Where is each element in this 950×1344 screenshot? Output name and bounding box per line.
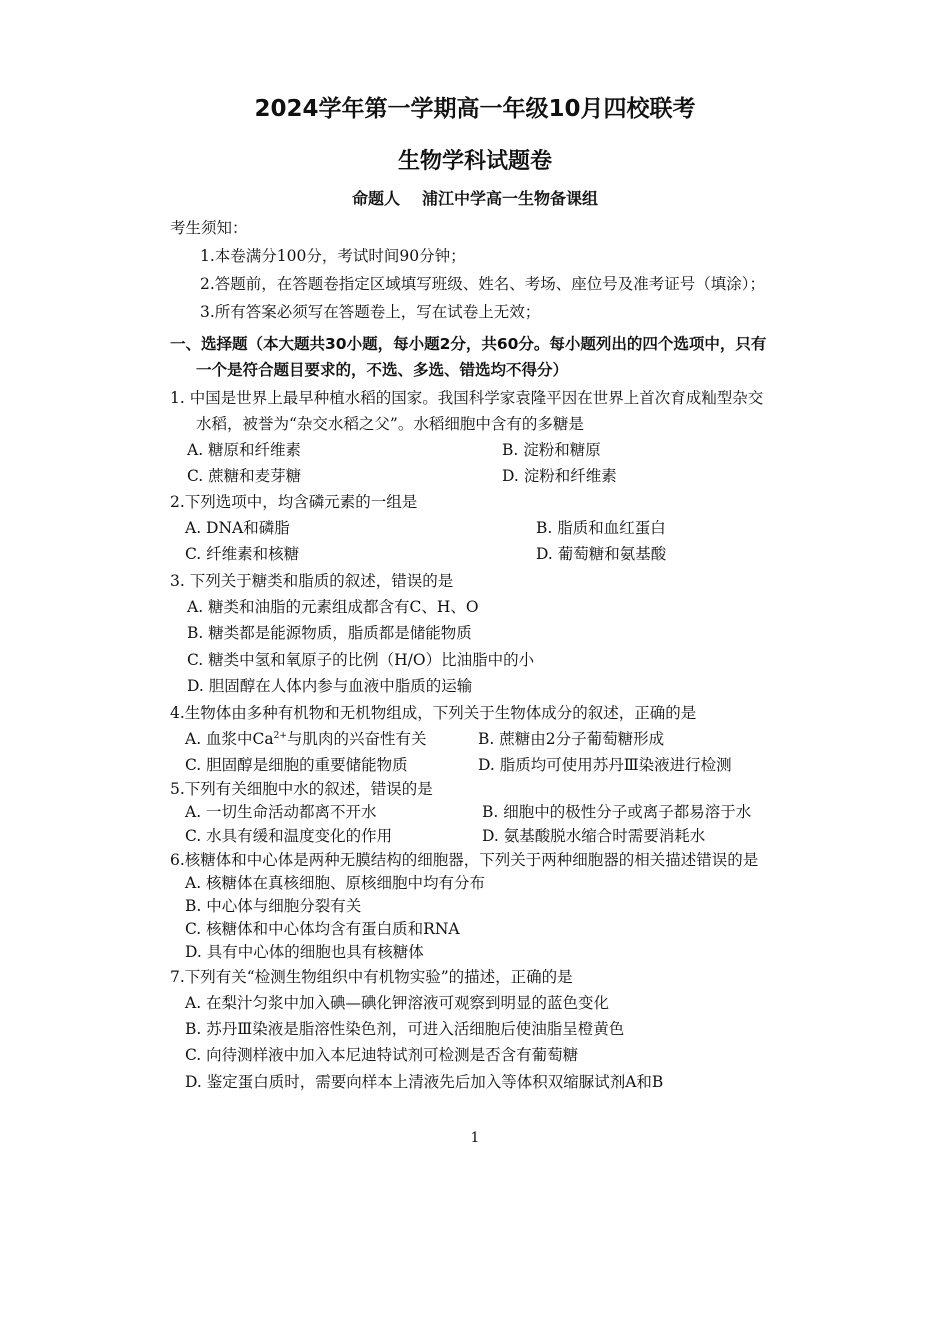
question-5-option-d: D. 氨基酸脱水缩合时需要消耗水: [482, 827, 706, 845]
question-2-option-c: C. 纤维素和核糖: [185, 545, 300, 563]
question-5-option-a: A. 一切生命活动都离不开水: [185, 803, 377, 821]
question-4-stem: 4.生物体由多种有机物和无机物组成，下列关于生物体成分的叙述，正确的是: [170, 704, 697, 722]
page-number: 1: [470, 1130, 480, 1146]
question-4-option-a: A. 血浆中$Ca^{2+}$与肌肉的兴奋性有关: [185, 730, 427, 748]
question-2-option-a: A. DNA和磷脂: [185, 519, 290, 537]
question-1-stem-cont: 水稻，被誉为“杂交水稻之父”。水稻细胞中含有的多糖是: [196, 415, 584, 433]
question-6-option-d: D. 具有中心体的细胞也具有核糖体: [185, 943, 424, 961]
question-1-option-b: B. 淀粉和糖原: [502, 441, 601, 459]
question-7-option-b: B. 苏丹Ⅲ染液是脂溶性染色剂，可进入活细胞后使油脂呈橙黄色: [185, 1020, 625, 1038]
section-heading: 一、选择题（本大题共30小题，每小题2分，共60分。每小题列出的四个选项中，只有: [170, 335, 767, 353]
question-5-option-b: B. 细胞中的极性分子或离子都易溶于水: [482, 803, 752, 821]
question-6-option-a: A. 核糖体在真核细胞、原核细胞中均有分布: [185, 874, 486, 892]
exam-title: 2024学年第一学期高一年级10月四校联考: [254, 96, 696, 122]
question-4-option-c: C. 胆固醇是细胞的重要储能物质: [185, 756, 408, 774]
question-7-option-c: C. 向待测样液中加入本尼迪特试剂可检测是否含有葡萄糖: [185, 1046, 579, 1064]
question-7-option-a: A. 在梨汁匀浆中加入碘—碘化钾溶液可观察到明显的蓝色变化: [185, 994, 610, 1012]
question-1-option-c: C. 蔗糖和麦芽糖: [187, 467, 302, 485]
notice-item: 3.所有答案必须写在答题卷上，写在试卷上无效；: [200, 303, 541, 321]
exam-subtitle: 生物学科试题卷: [397, 149, 552, 174]
question-1-option-a: A. 糖原和纤维素: [187, 441, 302, 459]
question-4-option-b: B. 蔗糖由2分子葡萄糖形成: [478, 730, 665, 748]
question-5-stem: 5.下列有关细胞中水的叙述，错误的是: [170, 780, 433, 798]
author-name: 浦江中学高一生物备课组: [422, 189, 599, 208]
question-7-stem: 7.下列有关“检测生物组织中有机物实验”的描述，正确的是: [170, 968, 573, 986]
question-3-option-d: D. 胆固醇在人体内参与血液中脂质的运输: [187, 677, 473, 695]
question-3-option-c: C. 糖类中氢和氧原子的比例（H/O）比油脂中的小: [187, 651, 535, 669]
question-1-stem: 1. 中国是世界上最早种植水稻的国家。我国科学家袁隆平因在世界上首次育成籼型杂交: [170, 389, 764, 407]
question-6-option-b: B. 中心体与细胞分裂有关: [185, 897, 362, 915]
question-4-option-d: D. 脂质均可使用苏丹Ⅲ染液进行检测: [478, 756, 732, 774]
question-2-option-d: D. 葡萄糖和氨基酸: [536, 545, 667, 563]
notice-item: 2.答题前，在答题卷指定区域填写班级、姓名、考场、座位号及准考证号（填涂）；: [200, 275, 766, 293]
question-6-option-c: C. 核糖体和中心体均含有蛋白质和RNA: [185, 920, 460, 938]
question-1-option-d: D. 淀粉和纤维素: [502, 467, 617, 485]
question-3-option-a: A. 糖类和油脂的元素组成都含有C、H、O: [187, 598, 479, 616]
author-line: [0, 186, 950, 209]
question-6-stem: 6.核糖体和中心体是两种无膜结构的细胞器，下列关于两种细胞器的相关描述错误的是: [170, 851, 759, 869]
question-2-option-b: B. 脂质和血红蛋白: [536, 519, 666, 537]
section-heading-cont: 一个是符合题目要求的，不选、多选、错选均不得分）: [196, 361, 569, 379]
question-7-option-d: D. 鉴定蛋白质时，需要向样本上清液先后加入等体积双缩脲试剂A和B: [185, 1073, 664, 1091]
notice-heading: 考生须知：: [170, 219, 248, 237]
notice-item: 1.本卷满分100分，考试时间90分钟；: [200, 247, 466, 265]
question-3-option-b: B. 糖类都是能源物质，脂质都是储能物质: [187, 624, 472, 642]
question-5-option-c: C. 水具有缓和温度变化的作用: [185, 827, 393, 845]
question-2-stem: 2.下列选项中，均含磷元素的一组是: [170, 493, 418, 511]
author-label: 命题人: [351, 189, 400, 208]
question-3-stem: 3. 下列关于糖类和脂质的叙述，错误的是: [170, 572, 454, 590]
